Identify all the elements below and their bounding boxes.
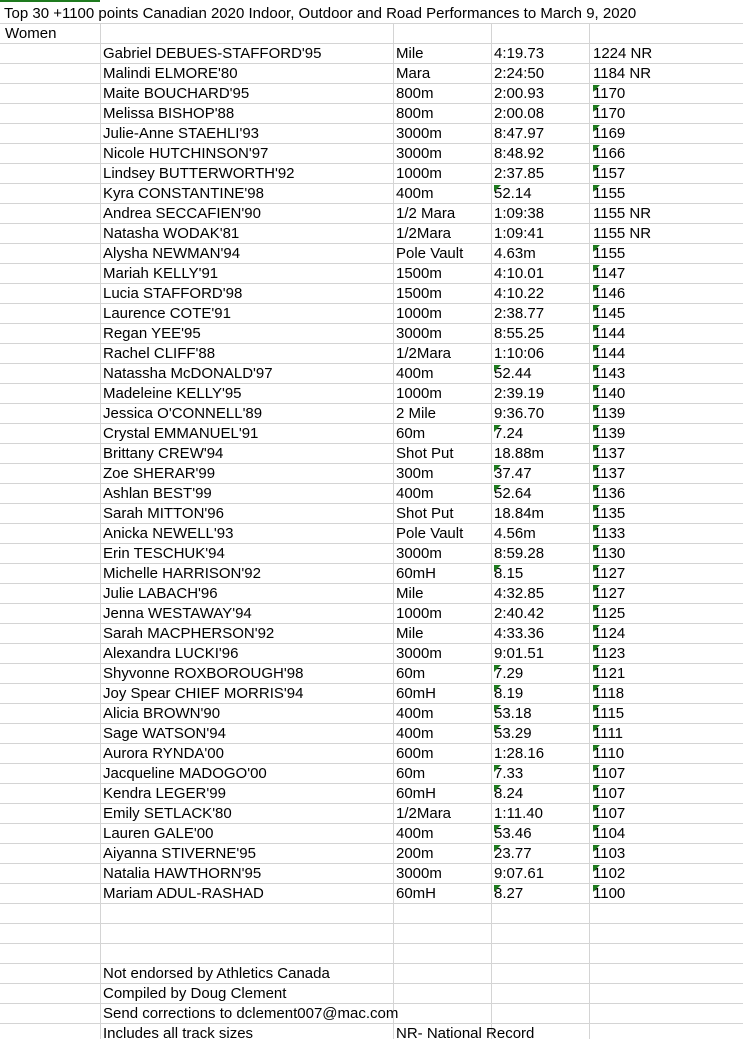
performance-cell[interactable]: 1:10:06 [494,345,545,362]
athlete-name-cell[interactable]: Gabriel DEBUES-STAFFORD'95 [103,45,322,62]
points-cell[interactable]: 1145 [593,305,626,322]
performance-cell[interactable]: 2:40.42 [494,605,545,622]
table-row [0,44,743,64]
event-cell[interactable]: 300m [396,465,434,482]
athlete-name-cell[interactable]: Madeleine KELLY'95 [103,385,242,402]
athlete-name-cell[interactable]: Natalia HAWTHORN'95 [103,865,262,882]
points-cell[interactable]: 1144 [593,325,626,342]
event-cell[interactable]: 3000m [396,645,442,662]
performance-cell[interactable]: 8.15 [494,565,524,582]
event-cell[interactable]: Pole Vault [396,245,464,262]
athlete-name-cell[interactable]: Laurence COTE'91 [103,305,231,322]
points-cell[interactable]: 1155 NR [593,205,652,222]
points-cell[interactable]: 1130 [593,545,626,562]
note-row [0,1004,743,1024]
athlete-name-cell[interactable]: Mariah KELLY'91 [103,265,219,282]
performance-cell[interactable]: 52.44 [494,365,532,382]
row-gridline [0,943,743,944]
athlete-name-cell[interactable]: Maite BOUCHARD'95 [103,85,250,102]
performance-cell[interactable]: 52.14 [494,185,532,202]
points-cell[interactable]: 1107 [593,805,626,822]
points-cell[interactable]: 1127 [593,585,626,602]
points-cell[interactable]: 1139 [593,425,626,442]
performance-cell[interactable]: 37.47 [494,465,532,482]
table-row [0,624,743,644]
table-row [0,124,743,144]
event-cell[interactable]: 1000m [396,605,442,622]
table-row [0,684,743,704]
athlete-name-cell[interactable]: Jacqueline MADOGO'00 [103,765,267,782]
performance-cell[interactable]: 7.24 [494,425,524,442]
athlete-name-cell[interactable]: Natassha McDONALD'97 [103,365,273,382]
table-row [0,584,743,604]
points-cell[interactable]: 1170 [593,105,626,122]
event-cell[interactable]: 3000m [396,145,442,162]
athlete-name-cell[interactable]: Melissa BISHOP'88 [103,105,235,122]
event-cell[interactable]: 400m [396,365,434,382]
athlete-name-cell[interactable]: Brittany CREW'94 [103,445,224,462]
athlete-name-cell[interactable]: Alysha NEWMAN'94 [103,245,241,262]
points-cell[interactable]: 1102 [593,865,626,882]
table-row [0,404,743,424]
athlete-name-cell[interactable]: Alexandra LUCKI'96 [103,645,239,662]
event-cell[interactable]: 1000m [396,305,442,322]
points-cell[interactable]: 1110 [593,745,625,762]
event-cell[interactable]: Pole Vault [396,525,464,542]
table-row [0,604,743,624]
note-row [0,1024,743,1044]
performance-cell[interactable]: 4.56m [494,525,536,542]
athlete-name-cell[interactable]: Shyvonne ROXBOROUGH'98 [103,665,304,682]
points-cell[interactable]: 1107 [593,765,626,782]
points-cell[interactable]: 1155 [593,245,626,262]
table-row [0,704,743,724]
table-row [0,644,743,664]
performance-cell[interactable]: 1:09:38 [494,205,545,222]
points-cell[interactable]: 1118 [593,685,625,702]
event-cell[interactable]: 3000m [396,325,442,342]
selected-cell-indicator [0,0,100,2]
athlete-name-cell[interactable]: Ashlan BEST'99 [103,485,212,502]
event-cell[interactable]: Mara [396,65,431,82]
points-cell[interactable]: 1169 [593,125,626,142]
performance-cell[interactable]: 4:10.22 [494,285,545,302]
performance-cell[interactable]: 53.46 [494,825,532,842]
athlete-name-cell[interactable]: Andrea SECCAFIEN'90 [103,205,261,222]
event-cell[interactable]: 200m [396,845,434,862]
event-cell[interactable]: 400m [396,705,434,722]
points-cell[interactable]: 1133 [593,525,626,542]
performance-cell[interactable]: 7.33 [494,765,524,782]
performance-cell[interactable]: 9:36.70 [494,405,545,422]
performance-cell[interactable]: 8.19 [494,685,524,702]
points-cell[interactable]: 1125 [593,605,626,622]
athlete-name-cell[interactable]: Anicka NEWELL'93 [103,525,234,542]
row-gridline [0,23,743,24]
table-row [0,224,743,244]
points-cell[interactable]: 1137 [593,445,626,462]
table-row [0,764,743,784]
event-cell[interactable]: 600m [396,745,434,762]
points-cell[interactable]: 1224 NR [593,45,653,62]
points-cell[interactable]: 1139 [593,405,626,422]
performance-cell[interactable]: 8:48.92 [494,145,545,162]
table-row [0,344,743,364]
athlete-name-cell[interactable]: Lucia STAFFORD'98 [103,285,243,302]
athlete-name-cell[interactable]: Aurora RYNDA'00 [103,745,224,762]
table-row [0,324,743,344]
note-cell[interactable]: Includes all track sizes [103,1025,254,1042]
athlete-name-cell[interactable]: Jenna WESTAWAY'94 [103,605,252,622]
performance-cell[interactable]: 9:01.51 [494,645,545,662]
points-cell[interactable]: 1104 [593,825,626,842]
athlete-name-cell[interactable]: Mariam ADUL-RASHAD [103,885,264,902]
performance-cell[interactable]: 1:09:41 [494,225,545,242]
table-row [0,884,743,904]
points-cell[interactable]: 1140 [593,385,626,402]
points-cell[interactable]: 1143 [593,365,626,382]
athlete-name-cell[interactable]: Natasha WODAK'81 [103,225,240,242]
event-cell[interactable]: 60m [396,665,426,682]
athlete-name-cell[interactable]: Kendra LEGER'99 [103,785,226,802]
performance-cell[interactable]: 53.18 [494,705,532,722]
points-cell[interactable]: 1147 [593,265,626,282]
performance-cell[interactable]: 9:07.61 [494,865,545,882]
points-cell[interactable]: 1166 [593,145,626,162]
athlete-name-cell[interactable]: Emily SETLACK'80 [103,805,232,822]
note-row [0,984,743,1004]
athlete-name-cell[interactable]: Sage WATSON'94 [103,725,226,742]
athlete-name-cell[interactable]: Aiyanna STIVERNE'95 [103,845,256,862]
event-cell[interactable]: 1/2Mara [396,805,452,822]
table-row [0,184,743,204]
performance-cell[interactable]: 53.29 [494,725,532,742]
event-cell[interactable]: 400m [396,825,434,842]
points-cell[interactable]: 1111 [593,725,624,742]
points-cell[interactable]: 1100 [593,885,626,902]
performance-cell[interactable]: 8.27 [494,885,524,902]
table-row [0,104,743,124]
event-cell[interactable]: 60mH [396,785,437,802]
table-row [0,524,743,544]
event-cell[interactable]: 800m [396,105,434,122]
event-cell[interactable]: Shot Put [396,445,454,462]
athlete-name-cell[interactable]: Michelle HARRISON'92 [103,565,261,582]
table-row [0,84,743,104]
athlete-name-cell[interactable]: Rachel CLIFF'88 [103,345,216,362]
athlete-name-cell[interactable]: Lauren GALE'00 [103,825,214,842]
event-cell[interactable]: Mile [396,625,424,642]
table-row [0,464,743,484]
performance-cell[interactable]: 2:00.93 [494,85,545,102]
table-row [0,244,743,264]
points-cell[interactable]: 1135 [593,505,626,522]
performance-cell[interactable]: 2:00.08 [494,105,545,122]
table-row [0,664,743,684]
table-row [0,784,743,804]
table-row [0,544,743,564]
athlete-name-cell[interactable]: Joy Spear CHIEF MORRIS'94 [103,685,304,702]
points-cell[interactable]: 1170 [593,85,626,102]
table-row [0,844,743,864]
performance-cell[interactable]: 8.24 [494,785,524,802]
points-cell[interactable]: 1137 [593,465,626,482]
performance-cell[interactable]: 4:10.01 [494,265,545,282]
table-row [0,804,743,824]
table-row [0,864,743,884]
note-row [0,964,743,984]
athlete-name-cell[interactable]: Lindsey BUTTERWORTH'92 [103,165,295,182]
performance-cell[interactable]: 2:24:50 [494,65,545,82]
performance-cell[interactable]: 7.29 [494,665,524,682]
event-cell[interactable]: 800m [396,85,434,102]
athlete-name-cell[interactable]: Sarah MITTON'96 [103,505,224,522]
table-row [0,444,743,464]
table-row [0,204,743,224]
points-cell[interactable]: 1155 NR [593,225,652,242]
event-cell[interactable]: 400m [396,725,434,742]
athlete-name-cell[interactable]: Malindi ELMORE'80 [103,65,238,82]
table-row [0,284,743,304]
performance-cell[interactable]: 4:19.73 [494,45,545,62]
note-cell[interactable]: Compiled by Doug Clement [103,985,287,1002]
table-row [0,424,743,444]
sheet-title[interactable]: Top 30 +1100 points Canadian 2020 Indoor, Outdoor and Road Performances to March 9, 2020 [4,5,637,22]
performance-cell[interactable]: 2:37.85 [494,165,545,182]
performance-cell[interactable]: 1:28.16 [494,745,545,762]
event-cell[interactable]: 400m [396,485,434,502]
note-cell[interactable]: Send corrections to dclement007@mac.com [103,1005,399,1022]
note-cell[interactable]: Not endorsed by Athletics Canada [103,965,330,982]
legend-cell[interactable]: NR- National Record [396,1025,535,1042]
table-row [0,564,743,584]
event-cell[interactable]: Mile [396,45,424,62]
table-row [0,304,743,324]
event-cell[interactable]: 60mH [396,685,437,702]
points-cell[interactable]: 1127 [593,565,626,582]
event-cell[interactable]: Shot Put [396,505,454,522]
table-row [0,824,743,844]
row-gridline [0,923,743,924]
points-cell[interactable]: 1115 [593,705,625,722]
points-cell[interactable]: 1157 [593,165,626,182]
performance-cell[interactable]: 23.77 [494,845,532,862]
points-cell[interactable]: 1136 [593,485,626,502]
event-cell[interactable]: 2 Mile [396,405,437,422]
performance-cell[interactable]: 4:32.85 [494,585,545,602]
event-cell[interactable]: 60m [396,765,426,782]
event-cell[interactable]: 3000m [396,125,442,142]
event-cell[interactable]: 1/2Mara [396,225,452,242]
points-cell[interactable]: 1146 [593,285,626,302]
performance-cell[interactable]: 4:33.36 [494,625,545,642]
athlete-name-cell[interactable]: Crystal EMMANUEL'91 [103,425,259,442]
points-cell[interactable]: 1103 [593,845,626,862]
table-row [0,724,743,744]
event-cell[interactable]: 1500m [396,265,442,282]
event-cell[interactable]: 1/2Mara [396,345,452,362]
athlete-name-cell[interactable]: Alicia BROWN'90 [103,705,221,722]
event-cell[interactable]: Mile [396,585,424,602]
athlete-name-cell[interactable]: Nicole HUTCHINSON'97 [103,145,269,162]
points-cell[interactable]: 1123 [593,645,626,662]
points-cell[interactable]: 1121 [593,665,626,682]
performance-cell[interactable]: 8:47.97 [494,125,545,142]
table-row [0,484,743,504]
athlete-name-cell[interactable]: Zoe SHERAR'99 [103,465,216,482]
points-cell[interactable]: 1144 [593,345,626,362]
event-cell[interactable]: 3000m [396,545,442,562]
event-cell[interactable]: 1/2 Mara [396,205,456,222]
performance-cell[interactable]: 4.63m [494,245,536,262]
event-cell[interactable]: 60m [396,425,426,442]
table-row [0,144,743,164]
table-row [0,364,743,384]
event-cell[interactable]: 60mH [396,885,437,902]
performance-cell[interactable]: 8:55.25 [494,325,545,342]
event-cell[interactable]: 1000m [396,385,442,402]
points-cell[interactable]: 1155 [593,185,626,202]
section-label[interactable]: Women [5,25,57,42]
athlete-name-cell[interactable]: Jessica O'CONNELL'89 [103,405,263,422]
athlete-name-cell[interactable]: Sarah MACPHERSON'92 [103,625,275,642]
athlete-name-cell[interactable]: Erin TESCHUK'94 [103,545,225,562]
performance-cell[interactable]: 2:38.77 [494,305,545,322]
points-cell[interactable]: 1107 [593,785,626,802]
table-row [0,64,743,84]
athlete-name-cell[interactable]: Regan YEE'95 [103,325,201,342]
performance-cell[interactable]: 18.88m [494,445,545,462]
performance-cell[interactable]: 8:59.28 [494,545,545,562]
event-cell[interactable]: 1500m [396,285,442,302]
event-cell[interactable]: 1000m [396,165,442,182]
table-row [0,384,743,404]
performance-cell[interactable]: 52.64 [494,485,532,502]
athlete-name-cell[interactable]: Julie-Anne STAEHLI'93 [103,125,259,142]
athlete-name-cell[interactable]: Kyra CONSTANTINE'98 [103,185,264,202]
table-row [0,164,743,184]
table-row [0,504,743,524]
performance-cell[interactable]: 2:39.19 [494,385,545,402]
table-row [0,264,743,284]
event-cell[interactable]: 3000m [396,865,442,882]
points-cell[interactable]: 1184 NR [593,65,652,82]
points-cell[interactable]: 1124 [593,625,626,642]
performance-cell[interactable]: 1:11.40 [494,805,543,822]
table-row [0,744,743,764]
event-cell[interactable]: 60mH [396,565,437,582]
event-cell[interactable]: 400m [396,185,434,202]
athlete-name-cell[interactable]: Julie LABACH'96 [103,585,218,602]
performance-cell[interactable]: 18.84m [494,505,545,522]
